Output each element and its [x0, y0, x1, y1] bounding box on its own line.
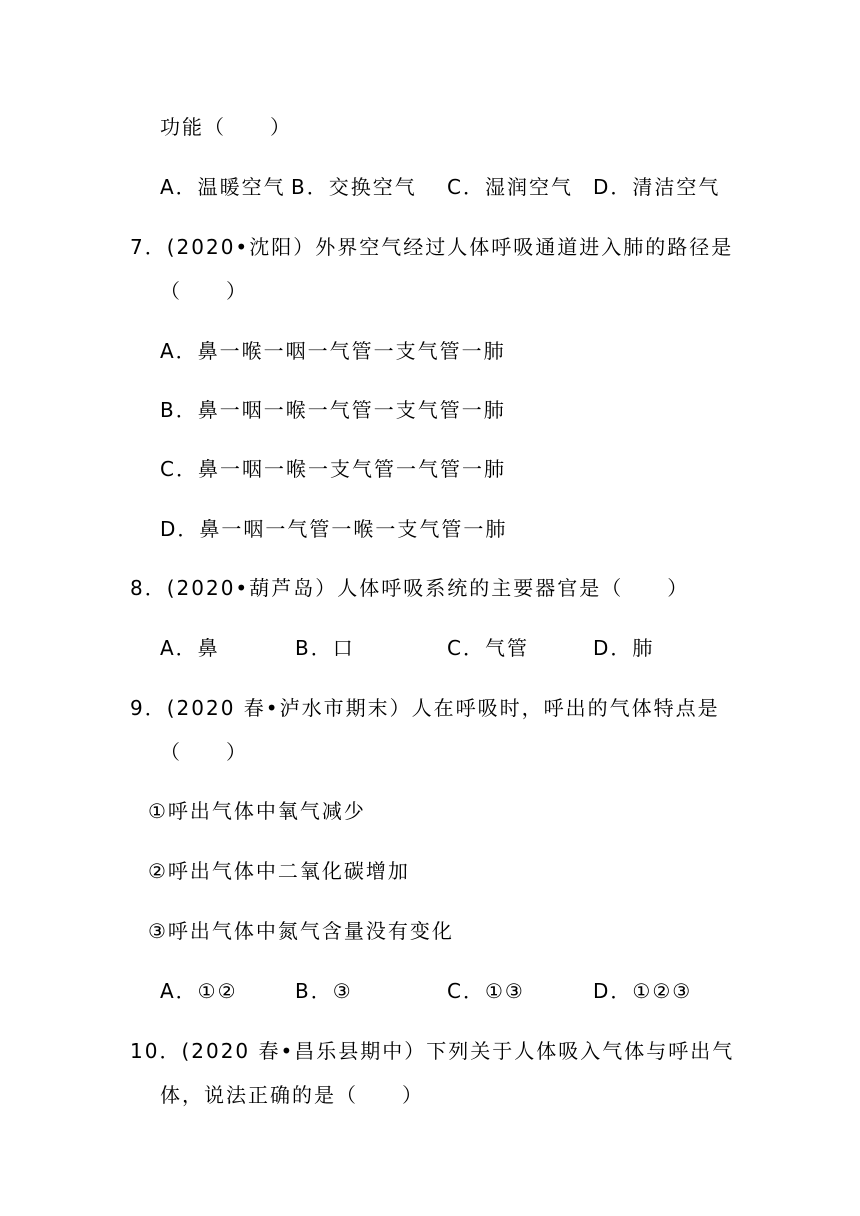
q7-stem-line2: （ ）: [160, 279, 248, 303]
q10-stem-line1: 10．(2020 春•昌乐县期中）下列关于人体吸入气体与呼出气: [130, 1039, 735, 1063]
q9-item-1: ①呼出气体中氧气减少: [148, 799, 366, 823]
q9-item-3: ③呼出气体中氮气含量没有变化: [148, 919, 454, 943]
q9-stem-line2: （ ）: [160, 740, 248, 764]
q6-option-b: B．交换空气: [291, 175, 417, 199]
q10-stem-line2: 体，说法正确的是（ ）: [160, 1083, 424, 1107]
q9-option-a: A．①②: [160, 979, 238, 1003]
q7-stem-line1: 7．(2020•沈阳）外界空气经过人体呼吸通道进入肺的路径是: [130, 235, 734, 259]
q9-option-b: B．③: [295, 979, 353, 1003]
q9-option-c: C．①③: [447, 979, 525, 1003]
q8-option-c: C．气管: [447, 636, 529, 660]
q7-option-b: B．鼻一咽一喉一气管一支气管一肺: [160, 398, 506, 422]
q9-item-2: ②呼出气体中二氧化碳增加: [148, 859, 410, 883]
q8-option-b: B．口: [295, 636, 355, 660]
q6-stem-continuation: 功能（ ）: [160, 115, 292, 139]
q7-option-a: A．鼻一喉一咽一气管一支气管一肺: [160, 339, 506, 363]
q8-option-d: D．肺: [593, 636, 655, 660]
q7-option-c: C．鼻一咽一喉一支气管一气管一肺: [160, 457, 506, 481]
q9-stem-line1: 9．(2020 春•泸水市期末）人在呼吸时，呼出的气体特点是: [130, 696, 720, 720]
q7-option-d: D．鼻一咽一气管一喉一支气管一肺: [160, 517, 508, 541]
q6-option-c: C．湿润空气: [447, 175, 573, 199]
q8-option-a: A．鼻: [160, 636, 220, 660]
q6-option-a: A．温暖空气: [160, 175, 286, 199]
q8-stem: 8．(2020•葫芦岛）人体呼吸系统的主要器官是（ ）: [130, 576, 690, 600]
q6-option-d: D．清洁空气: [593, 175, 721, 199]
q9-option-d: D．①②③: [593, 979, 693, 1003]
